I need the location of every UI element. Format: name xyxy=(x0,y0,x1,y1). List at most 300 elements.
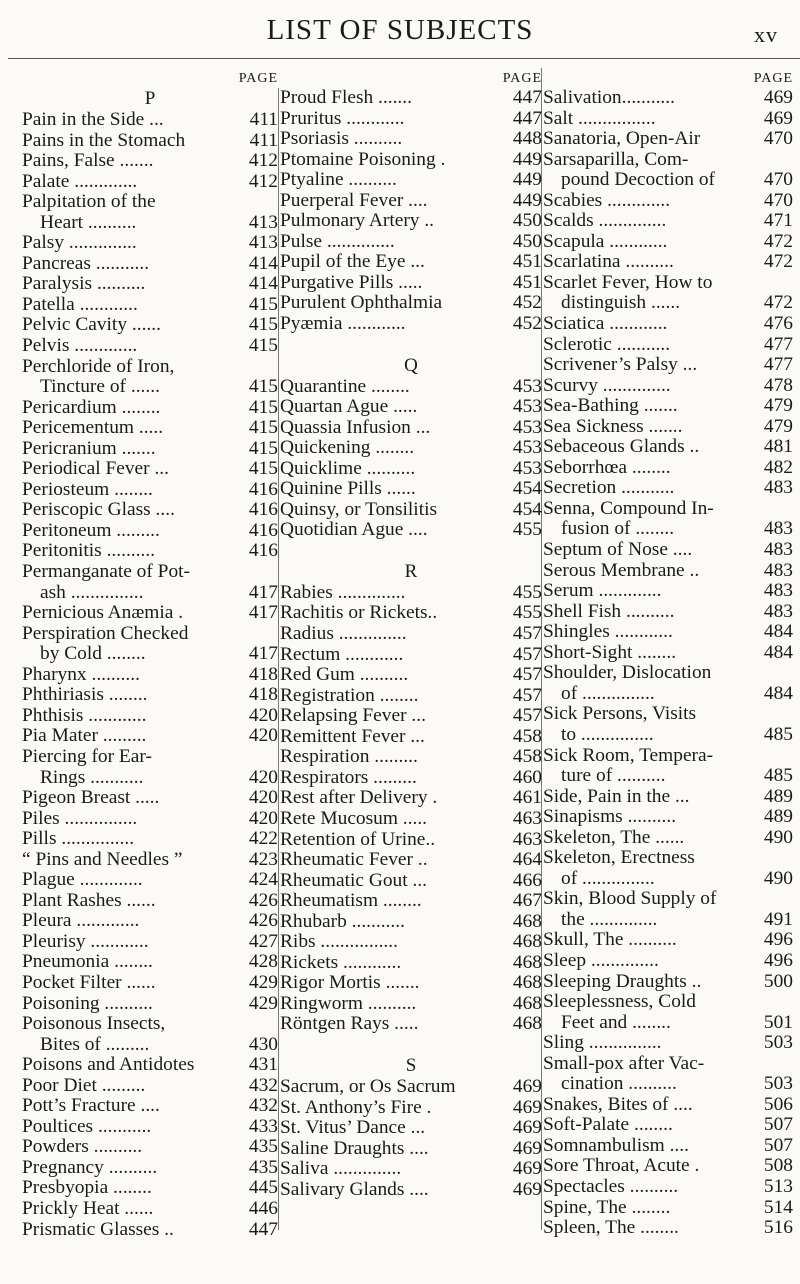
index-entry xyxy=(280,706,542,727)
entry-subject: Sinapisms .......... xyxy=(543,807,677,828)
entry-subject: Psoriasis .......... xyxy=(280,129,403,150)
entry-subject: Saline Draughts .... xyxy=(280,1138,429,1159)
entry-subject: Pupil of the Eye ... xyxy=(280,252,425,273)
index-entry xyxy=(22,1220,278,1241)
index-entry xyxy=(280,1139,542,1160)
entry-page-number: 506 xyxy=(763,1094,793,1115)
index-entry xyxy=(22,110,278,131)
index-entry xyxy=(280,479,542,500)
entry-subject: Senna, Compound In- xyxy=(543,498,714,519)
entry-subject: St. Anthony’s Fire . xyxy=(280,1097,432,1118)
entry-page-number: 466 xyxy=(512,870,542,891)
entry-subject: Piercing for Ear- xyxy=(22,746,152,767)
entry-subject: Sea Sickness ....... xyxy=(543,416,683,437)
index-entry xyxy=(543,951,793,972)
entry-page-number: 428 xyxy=(248,952,278,973)
entry-subject: Tincture of ...... xyxy=(40,377,160,398)
entry-page-number: 426 xyxy=(248,911,278,932)
index-entry xyxy=(22,480,278,501)
entry-page-number: 479 xyxy=(763,416,793,437)
entry-subject: Shoulder, Dislocation xyxy=(543,663,712,684)
entry-subject: Sclerotic ........... xyxy=(543,334,671,355)
entry-subject: Pernicious Anæmia . xyxy=(22,603,184,624)
index-entry xyxy=(22,994,278,1015)
index-entry xyxy=(543,458,793,479)
entry-subject: Remittent Fever ... xyxy=(280,726,425,747)
entry-subject: Sebaceous Glands .. xyxy=(543,437,700,458)
index-entry xyxy=(22,562,278,583)
index-entry xyxy=(280,1118,542,1139)
entry-subject: Prismatic Glasses .. xyxy=(22,1219,174,1240)
entry-subject: Shingles ............ xyxy=(543,622,673,643)
index-entry xyxy=(22,1137,278,1158)
entry-subject: Spectacles .......... xyxy=(543,1176,679,1197)
entry-page-number: 423 xyxy=(248,849,278,870)
index-entry xyxy=(22,952,278,973)
entry-subject: Quinine Pills ...... xyxy=(280,479,416,500)
entry-page-number: 489 xyxy=(763,807,793,828)
index-entry xyxy=(280,170,542,191)
index-entry xyxy=(22,233,278,254)
entry-subject: of ............... xyxy=(561,868,655,889)
entry-subject: Pleura ............. xyxy=(22,911,140,932)
entry-subject: Pericementum ..... xyxy=(22,418,164,439)
entry-page-number: 484 xyxy=(763,622,793,643)
entry-subject: Short-Sight ........ xyxy=(543,642,677,663)
entry-subject: Pigeon Breast ..... xyxy=(22,788,160,809)
index-entry xyxy=(280,830,542,851)
index-entry xyxy=(543,355,793,376)
entry-page-number: 503 xyxy=(763,1033,793,1054)
entry-subject: Periosteum ........ xyxy=(22,479,153,500)
entry-subject: Pains, False ....... xyxy=(22,151,154,172)
entry-page-number: 422 xyxy=(248,829,278,850)
entry-page-number: 435 xyxy=(248,1137,278,1158)
entry-page-number: 469 xyxy=(512,1097,542,1118)
index-entry xyxy=(22,541,278,562)
index-entry xyxy=(543,478,793,499)
section-gap xyxy=(280,335,542,355)
index-entry xyxy=(543,910,793,931)
entry-subject: Scurvy .............. xyxy=(543,375,671,396)
entry-page-number: 469 xyxy=(512,1179,542,1200)
index-entry xyxy=(543,602,793,623)
entry-subject: Seborrhœa ........ xyxy=(543,457,671,478)
entry-page-number: 429 xyxy=(248,993,278,1014)
index-entry xyxy=(543,335,793,356)
index-entry xyxy=(22,973,278,994)
section-letter: S xyxy=(405,1054,417,1076)
index-entry xyxy=(543,889,793,910)
index-entry xyxy=(22,932,278,953)
index-entry xyxy=(280,418,542,439)
entry-page-number: 483 xyxy=(763,478,793,499)
entry-page-number: 457 xyxy=(512,624,542,645)
entry-subject: Purulent Ophthalmia xyxy=(280,293,443,314)
entry-page-number: 424 xyxy=(248,870,278,891)
entry-subject: Sciatica ............ xyxy=(543,314,668,335)
entry-page-number: 414 xyxy=(248,253,278,274)
entry-page-number: 477 xyxy=(763,334,793,355)
index-entry xyxy=(280,994,542,1015)
entry-subject: Puerperal Fever .... xyxy=(280,190,428,211)
entry-subject: Quartan Ague ..... xyxy=(280,397,418,418)
entries-list xyxy=(280,88,542,1200)
entry-subject: Pericranium ....... xyxy=(22,438,156,459)
index-entry xyxy=(22,788,278,809)
index-entry xyxy=(543,992,793,1013)
entry-subject: Bites of ......... xyxy=(40,1034,150,1055)
entry-subject: Peritoneum ......... xyxy=(22,520,160,541)
entry-page-number: 469 xyxy=(512,1138,542,1159)
index-entry xyxy=(22,870,278,891)
index-entry xyxy=(543,191,793,212)
index-entry xyxy=(280,850,542,871)
entry-page-number: 507 xyxy=(763,1115,793,1136)
entry-subject: Purgative Pills ..... xyxy=(280,272,423,293)
entry-page-number: 411 xyxy=(249,110,278,130)
index-entry xyxy=(22,521,278,542)
index-entry xyxy=(543,211,793,232)
entry-subject: Permanganate of Pot- xyxy=(22,562,191,583)
entry-subject: Shell Fish .......... xyxy=(543,601,675,622)
index-entry xyxy=(280,88,542,109)
entry-page-number: 413 xyxy=(248,233,278,254)
entry-page-number: 415 xyxy=(248,397,278,418)
entry-page-number: 416 xyxy=(248,520,278,541)
entry-subject: Side, Pain in the ... xyxy=(543,786,690,807)
entry-page-number: 455 xyxy=(512,582,542,603)
entry-page-number: 481 xyxy=(763,437,793,458)
entry-page-number: 482 xyxy=(763,457,793,478)
entry-page-number: 468 xyxy=(512,911,542,932)
index-entry xyxy=(280,953,542,974)
index-entry xyxy=(22,809,278,830)
entry-subject: Snakes, Bites of .... xyxy=(543,1094,693,1115)
index-entry xyxy=(543,437,793,458)
entry-page-number: 420 xyxy=(248,705,278,726)
index-entry xyxy=(280,129,542,150)
index-entry xyxy=(280,891,542,912)
entry-page-number: 469 xyxy=(512,1159,542,1180)
entry-page-number: 513 xyxy=(763,1176,793,1197)
index-entry xyxy=(543,622,793,643)
entry-subject: Phthiriasis ........ xyxy=(22,685,148,706)
entry-subject: Spleen, The ........ xyxy=(543,1218,679,1239)
index-entry xyxy=(543,1156,793,1177)
entry-page-number: 479 xyxy=(763,396,793,417)
index-entry xyxy=(543,704,793,725)
entry-subject: Pericardium ........ xyxy=(22,397,161,418)
index-entry xyxy=(543,1198,793,1219)
entry-page-number: 514 xyxy=(763,1197,793,1218)
index-entry xyxy=(22,644,278,665)
index-entry xyxy=(543,930,793,951)
entry-page-number: 435 xyxy=(248,1157,278,1178)
entry-subject: Sleeping Draughts .. xyxy=(543,971,702,992)
index-entry xyxy=(543,1218,793,1239)
entry-page-number: 416 xyxy=(248,500,278,521)
entry-subject: Quickening ........ xyxy=(280,438,415,459)
page-header xyxy=(0,14,800,54)
entry-subject: Salivary Glands .... xyxy=(280,1179,429,1200)
entry-subject: Pneumonia ........ xyxy=(22,952,153,973)
entry-subject: Sea-Bathing ....... xyxy=(543,396,678,417)
entry-page-number: 491 xyxy=(763,909,793,930)
section-letter: Q xyxy=(404,354,418,376)
entry-page-number: 415 xyxy=(248,336,278,357)
index-entry xyxy=(22,357,278,378)
entry-subject: Röntgen Rays ..... xyxy=(280,1014,419,1035)
entry-page-number: 457 xyxy=(512,706,542,727)
index-entry xyxy=(22,151,278,172)
entry-subject: Scabies ............. xyxy=(543,190,671,211)
index-entry xyxy=(22,500,278,521)
entry-page-number: 415 xyxy=(248,438,278,459)
entry-subject: Poultices ........... xyxy=(22,1116,152,1137)
entry-subject: Rickets ............ xyxy=(280,952,402,973)
index-entry xyxy=(280,500,542,521)
entry-subject: Rete Mucosum ..... xyxy=(280,808,428,829)
entry-page-number: 485 xyxy=(763,724,793,745)
entry-page-number: 500 xyxy=(763,971,793,992)
entry-subject: Presbyopia ........ xyxy=(22,1178,152,1199)
index-entry xyxy=(22,377,278,398)
index-entry xyxy=(280,583,542,604)
index-entry xyxy=(22,1014,278,1035)
entry-subject: by Cold ........ xyxy=(40,644,146,665)
index-entry xyxy=(22,439,278,460)
index-entry xyxy=(22,274,278,295)
entry-subject: Radius .............. xyxy=(280,624,407,645)
entry-subject: Rings ........... xyxy=(40,767,144,788)
entry-page-number: 467 xyxy=(512,891,542,912)
entry-subject: Serous Membrane .. xyxy=(543,560,700,581)
entry-subject: Serum ............. xyxy=(543,581,662,602)
index-entry xyxy=(280,912,542,933)
entry-page-number: 453 xyxy=(512,376,542,397)
section-gap xyxy=(280,541,542,561)
index-entry xyxy=(22,726,278,747)
index-entry xyxy=(22,1055,278,1076)
entry-subject: pound Decoction of xyxy=(561,170,716,191)
index-entry xyxy=(22,295,278,316)
entry-page-number: 454 xyxy=(512,479,542,500)
entry-subject: Small-pox after Vac- xyxy=(543,1053,705,1074)
page-column-label: PAGE xyxy=(502,71,542,86)
index-entry xyxy=(543,643,793,664)
index-entry xyxy=(280,973,542,994)
entry-page-number: 496 xyxy=(763,950,793,971)
index-entry xyxy=(22,459,278,480)
entry-subject: Sick Persons, Visits xyxy=(543,704,697,725)
index-entry xyxy=(22,418,278,439)
entry-subject: “ Pins and Needles ” xyxy=(22,849,183,870)
entry-page-number: 464 xyxy=(512,850,542,871)
entry-subject: Quarantine ........ xyxy=(280,376,410,397)
entry-subject: Pain in the Side ... xyxy=(22,110,164,130)
entry-page-number: 448 xyxy=(512,129,542,150)
index-entry xyxy=(280,788,542,809)
entry-page-number: 432 xyxy=(248,1096,278,1117)
entry-subject: Rest after Delivery . xyxy=(280,788,438,809)
index-entry xyxy=(543,376,793,397)
index-entry xyxy=(22,624,278,645)
entry-page-number: 416 xyxy=(248,479,278,500)
entry-subject: the .............. xyxy=(561,909,658,930)
entry-page-number: 483 xyxy=(763,601,793,622)
index-entry xyxy=(280,1180,542,1201)
entry-subject: Perspiration Checked xyxy=(22,623,189,644)
entry-page-number: 472 xyxy=(763,293,793,314)
index-entry xyxy=(22,891,278,912)
entry-page-number: 447 xyxy=(512,88,542,108)
index-column-3 xyxy=(543,70,793,1239)
entry-subject: Secretion ........... xyxy=(543,478,675,499)
entry-subject: Rabies .............. xyxy=(280,582,406,603)
entry-subject: of ............... xyxy=(561,683,655,704)
index-entry xyxy=(543,1013,793,1034)
entry-page-number: 433 xyxy=(248,1116,278,1137)
entry-subject: cination .......... xyxy=(561,1074,677,1095)
index-entry xyxy=(543,684,793,705)
entry-subject: Scalds .............. xyxy=(543,211,667,232)
entry-page-number: 450 xyxy=(512,211,542,232)
entry-page-number: 470 xyxy=(763,190,793,211)
index-entry xyxy=(280,727,542,748)
entry-subject: Powders .......... xyxy=(22,1137,143,1158)
entry-page-number: 454 xyxy=(512,499,542,520)
entry-subject: Prickly Heat ...... xyxy=(22,1198,154,1219)
entry-subject: Poisonous Insects, xyxy=(22,1014,166,1035)
entry-page-number: 458 xyxy=(512,747,542,768)
index-entry xyxy=(543,170,793,191)
entry-subject: Piles ............... xyxy=(22,808,138,829)
index-entry xyxy=(22,1178,278,1199)
entry-subject: Skeleton, Erectness xyxy=(543,848,695,869)
entry-subject: Palpitation of the xyxy=(22,192,156,213)
entry-subject: Sling ............... xyxy=(543,1033,662,1054)
entry-subject: Ringworm .......... xyxy=(280,993,417,1014)
index-entry xyxy=(22,1035,278,1056)
entry-page-number: 453 xyxy=(512,438,542,459)
entry-page-number: 463 xyxy=(512,829,542,850)
header-rule xyxy=(8,58,800,59)
index-entry xyxy=(543,129,793,150)
entry-page-number: 469 xyxy=(763,88,793,108)
section-gap xyxy=(280,1035,542,1055)
entry-page-number: 412 xyxy=(248,171,278,192)
index-entry xyxy=(280,1014,542,1035)
index-entry xyxy=(280,686,542,707)
entry-page-number: 476 xyxy=(763,314,793,335)
entry-subject: Periscopic Glass .... xyxy=(22,500,175,521)
entry-subject: Ptomaine Poisoning . xyxy=(280,149,446,170)
index-entry xyxy=(543,1074,793,1095)
entry-subject: Patella ............ xyxy=(22,294,138,315)
entry-subject: Rheumatic Gout ... xyxy=(280,870,428,891)
entry-page-number: 461 xyxy=(512,788,542,809)
index-entry xyxy=(280,1098,542,1119)
entry-page-number: 460 xyxy=(512,767,542,788)
entry-subject: Rheumatic Fever .. xyxy=(280,850,428,871)
entry-subject: Rhubarb ........... xyxy=(280,911,405,932)
entry-subject: Pocket Filter ...... xyxy=(22,972,156,993)
index-entry xyxy=(22,850,278,871)
entry-page-number: 426 xyxy=(248,890,278,911)
index-entry xyxy=(543,232,793,253)
index-entry xyxy=(280,665,542,686)
index-entry xyxy=(22,254,278,275)
entries-list xyxy=(22,88,278,1240)
index-entry xyxy=(543,1033,793,1054)
entry-page-number: 490 xyxy=(763,827,793,848)
index-entry xyxy=(543,252,793,273)
entry-subject: Feet and ........ xyxy=(561,1012,671,1033)
entry-page-number: 501 xyxy=(763,1012,793,1033)
entry-page-number: 417 xyxy=(248,644,278,665)
entry-subject: Perchloride of Iron, xyxy=(22,356,175,377)
index-entry xyxy=(543,869,793,890)
entry-subject: Skin, Blood Supply of xyxy=(543,889,717,910)
entry-subject: Pains in the Stomach xyxy=(22,130,186,151)
index-entry xyxy=(543,499,793,520)
index-entry xyxy=(22,706,278,727)
index-entry xyxy=(543,88,793,109)
entry-subject: Pelvic Cavity ...... xyxy=(22,315,161,336)
entry-page-number: 483 xyxy=(763,519,793,540)
index-entry xyxy=(22,336,278,357)
entry-subject: Sarsaparilla, Com- xyxy=(543,149,689,170)
index-entry xyxy=(22,1117,278,1138)
entry-page-number: 477 xyxy=(763,355,793,376)
entry-subject: Pulse .............. xyxy=(280,231,395,252)
entry-subject: Scapula ............ xyxy=(543,231,668,252)
entry-page-number: 453 xyxy=(512,417,542,438)
index-entry xyxy=(543,725,793,746)
index-entry xyxy=(543,293,793,314)
entry-page-number: 415 xyxy=(248,459,278,480)
entry-subject: Pharynx .......... xyxy=(22,664,140,685)
index-entry xyxy=(22,685,278,706)
entry-subject: Poor Diet ......... xyxy=(22,1075,146,1096)
entry-subject: Respiration ......... xyxy=(280,747,418,768)
entry-page-number: 450 xyxy=(512,231,542,252)
index-entry xyxy=(543,561,793,582)
entry-subject: Plague ............. xyxy=(22,870,143,891)
index-entry xyxy=(543,828,793,849)
entry-page-number: 452 xyxy=(512,314,542,335)
entry-subject: Pancreas ........... xyxy=(22,253,150,274)
entry-subject: Pruritus ............ xyxy=(280,108,405,129)
entry-subject: distinguish ...... xyxy=(561,293,681,314)
entry-subject: Scrivener’s Palsy ... xyxy=(543,355,698,376)
entry-subject: Peritonitis .......... xyxy=(22,541,156,562)
index-entry xyxy=(22,768,278,789)
index-entry xyxy=(280,624,542,645)
entry-subject: St. Vitus’ Dance ... xyxy=(280,1118,426,1139)
entry-page-number: 470 xyxy=(763,129,793,150)
index-entry xyxy=(543,273,793,294)
entry-page-number: 432 xyxy=(248,1075,278,1096)
index-entry xyxy=(280,150,542,171)
running-title: LIST OF SUBJECTS xyxy=(266,14,534,46)
index-entry xyxy=(22,1076,278,1097)
entry-subject: Relapsing Fever ... xyxy=(280,706,426,727)
entry-subject: Plant Rashes ...... xyxy=(22,890,156,911)
entry-subject: Soft-Palate ........ xyxy=(543,1115,673,1136)
entry-page-number: 420 xyxy=(248,808,278,829)
